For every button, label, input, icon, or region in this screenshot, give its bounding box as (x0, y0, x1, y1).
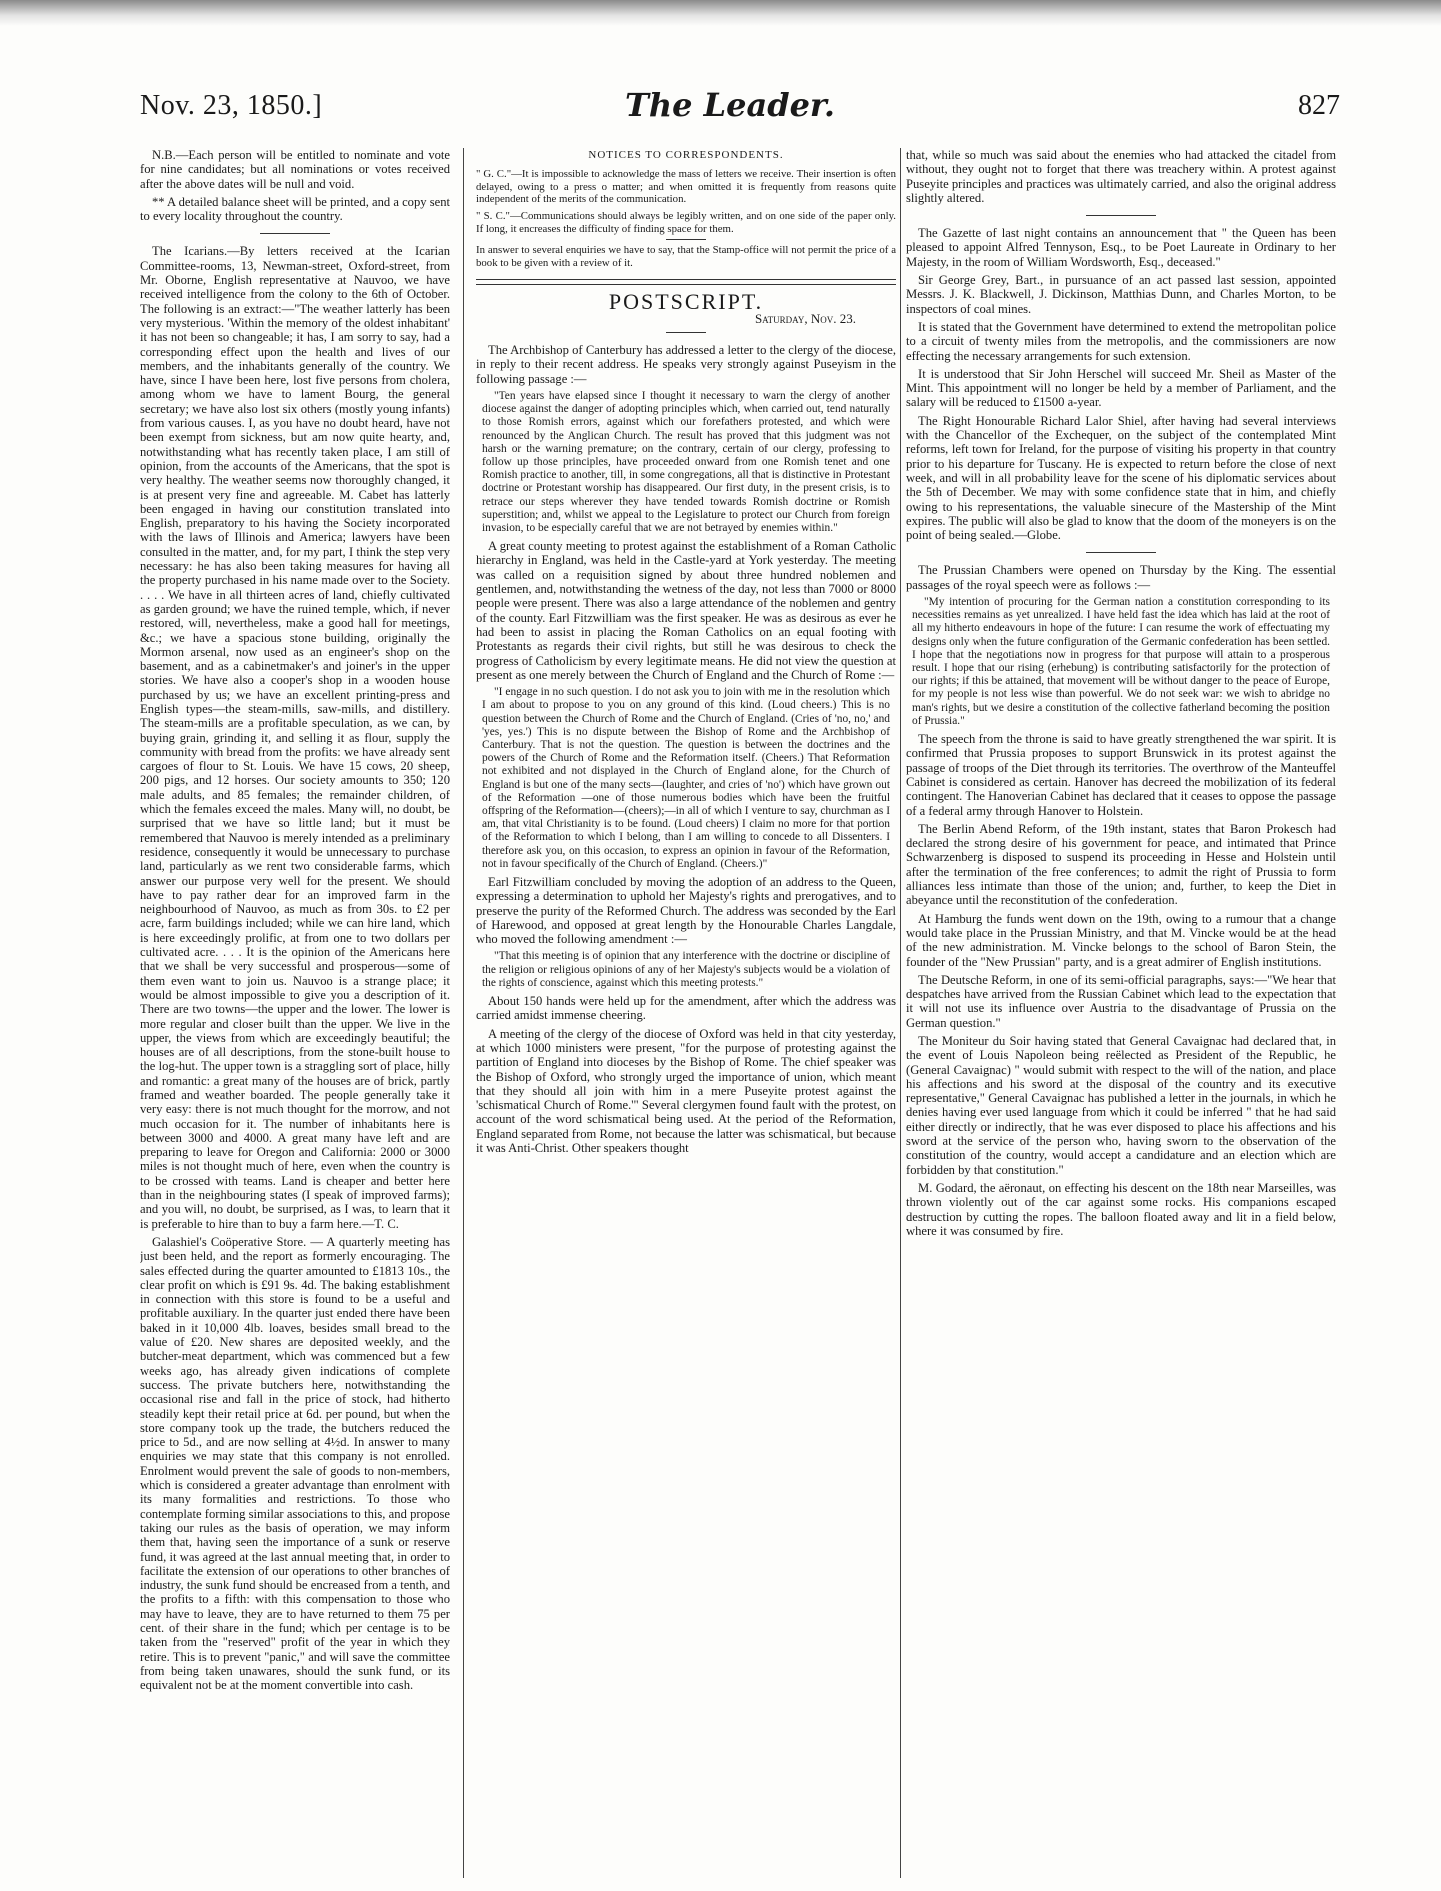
notice-item: In answer to several enquiries we have to say, that the Stamp-office will not permit the price of a book to be given with a review of it. (476, 244, 896, 269)
page-number: 827 (1298, 90, 1340, 121)
notice-item: " G. C."—It is impossible to acknowledge the mass of letters we receive. Their insertion is often delayed, owing to a press o matter; and when omitted it is frequently from reasons quite independent of the merits of the communication. (476, 168, 896, 206)
quotation: "My intention of procuring for the German nation a constitution corresponding to its necessities remains as yet unrealized. I have held fast the idea which has laid at the root of all my hitherto endeavours in hope of the future: I can resume the work of effectuating my designs only when the future configuration of the Germanic confederation has been settled. I hope that the negotiations now in progress for that purpose will attain to a prosperous result. I hope that our rising (erhebung) is contributing satisfactorily for the protection of our rights; if this be attained, that movement will be without danger to the peace of Europe, for my people is not less wise than powerful. We do not seek war: we wish to abridge no man's rights, but we desire a constitution of the collective fatherland becoming the position of Prussia." (912, 596, 1330, 727)
issue-date: Nov. 23, 1850.] (140, 90, 323, 121)
column-1 (140, 148, 450, 1878)
paragraph: Earl Fitzwilliam concluded by moving the adoption of an address to the Queen, expressing a determination to uphold her Majesty's rights and prerogatives, and to preserve the purity of the Reformed Church. The address was seconded by the Earl of Harewood, and opposed at great length by the Honourable Charles Langdale, who moved the following amendment :— (476, 874, 896, 947)
paragraph: M. Godard, the aëronaut, on effecting his descent on the 18th near Marseilles, was thrown violently out of the car against some rocks. His companions escaped destruction by cutting the ropes. The balloon floated away and lit in a field below, where it was consumed by fire. (906, 1180, 1336, 1238)
paragraph: The speech from the throne is said to have greatly strengthened the war spirit. It is confirmed that Prussia proposes to support Brunswick in its protest against the passage of troops of the Diet through its territories. The overthrow of the Manteuffel Cabinet is considered as certain. Hanover has decreed the mobilization of its federal contingent. The Hanoverian Cabinet has declared that it ceases to oppose the passage of a federal army through Hanover to Holstein. (906, 732, 1336, 818)
paragraph: At Hamburg the funds went down on the 19th, owing to a rumour that a change would take place in the Prussian Ministry, and that M. Vincke would be at the head of the new administration. M. Vincke belongs to the school of Baron Stein, the founder of the "New Prussian" party, and is a great admirer of English institutions. (906, 911, 1336, 969)
section-rule (260, 233, 330, 234)
masthead-title: The Leader. (625, 86, 835, 124)
paragraph: Sir George Grey, Bart., in pursuance of an act passed last session, appointed Messrs. J. K. Blackwell, J. Dickinson, Matthias Dunn, and Charles Morton, to be inspectors of coal mines. (906, 273, 1336, 316)
quotation: "Ten years have elapsed since I thought it necessary to warn the clergy of another diocese against the danger of adopting principles which, when carried out, tend naturally to those Romish errors, against which our forefathers protested, and which were renounced by the Anglican Church. The result has proved that this judgment was not harsh or the warning premature; on the contrary, certain of our clergy, professing to follow up those principles, have proceeded onward from one Romish tenet and one Romish practice to another, till, in some congregations, all that is distinctive in Protestant doctrine or Protestant worship has disappeared. Our first duty, in the present crisis, is to retrace our steps wherever they have tended towards Romish doctrine or Romish superstition; and, whilst we appeal to the Legislature to protect our Church from foreign invasion, to be especially careful that we are not betrayed by enemies within." (482, 389, 890, 534)
section-rule (1086, 215, 1156, 216)
section-rule (666, 239, 706, 240)
column-2 (476, 148, 896, 1878)
section-rule (666, 332, 706, 333)
column-rule (900, 148, 901, 1878)
paragraph: The Moniteur du Soir having stated that General Cavaignac had declared that, in the event of Louis Napoleon being reëlected as President of the Republic, he (General Cavaignac) " would submit with respect to the will of the nation, and place his affections and his sword at the disposal of the country and its executive representative," General Cavaignac has published a letter in the journals, in which he denies having ever used language from which it could be inferred " that he had said either directly or indirectly, that he was ever disposed to place his affections and his sword at the service of the person who, having sworn to the observation of the constitution of the country, would accept a candidature and an election which are forbidden by that constitution." (906, 1033, 1336, 1177)
postscript-heading: POSTSCRIPT. (608, 289, 764, 315)
paragraph: About 150 hands were held up for the amendment, after which the address was carried amidst immense cheering. (476, 994, 896, 1023)
paragraph: The Gazette of last night contains an announcement that " the Queen has been pleased to appoint Alfred Tennyson, Esq., to be Poet Laureate in Ordinary to her Majesty, in the room of William Wordsworth, Esq., deceased." (906, 226, 1336, 269)
paragraph: The Deutsche Reform, in one of its semi-official paragraphs, says:—"We hear that despatches have arrived from the Russian Cabinet which lead to the expectation that it will not use its influence over Austria to the disadvantage of Prussia on the German question." (906, 972, 1336, 1030)
paragraph: The Prussian Chambers were opened on Thursday by the King. The essential passages of the royal speech were as follows :— (906, 563, 1336, 592)
column-3 (906, 148, 1336, 1878)
notices-block (476, 168, 896, 269)
paragraph: The Right Honourable Richard Lalor Shiel, after having had several interviews with the Chancellor of the Exchequer, on the subject of the contemplated Mint reforms, left town for Ireland, for the purpose of visiting his property in that country prior to his departure for Tuscany. He is expected to return before the close of next week, and will in all probability leave for the scene of his diplomatic services about the 5th of December. We may with some confidence state that in him, and chiefly owing to his representations, the valuable sinecure of the Mastership of the Mint expires. The public will also be glad to know that the doom of the moneyers is on the point of being sealed.—Globe. (906, 413, 1336, 543)
column-rule (463, 148, 464, 1878)
paragraph: N.B.—Each person will be entitled to nominate and vote for nine candidates; but all nominations or votes received after the above dates will be null and void. (140, 148, 450, 191)
section-rule (1086, 552, 1156, 553)
paragraph: that, while so much was said about the enemies who had attacked the citadel from without, they ought not to forget that there was treachery within. A protest against Puseyite principles and practices was ultimately carried, and also the original address slightly altered. (906, 148, 1336, 205)
paragraph: ** A detailed balance sheet will be printed, and a copy sent to every locality throughout the country. (140, 194, 450, 224)
scan-edge (0, 0, 1441, 26)
paragraph: A meeting of the clergy of the diocese of Oxford was held in that city yesterday, at which 1000 ministers were present, "for the purpose of protesting against the partition of England into dioceses by the Bishop of Rome. The chief speaker was the Bishop of Oxford, who strongly urged the importance of union, which meant that they should all join with him in a mere Puseyite protest against the 'schismatical Church of Rome.'" Several clergymen found fault with the protest, on account of the word schismatical being used. At the period of the Reformation, England separated from Rome, not because the latter was schismatical, but because it was Anti-Christ. Other speakers thought (476, 1026, 896, 1156)
paragraph: It is stated that the Government have determined to extend the metropolitan police to a circuit of twenty miles from the metropolis, and the commissioners are now effecting the necessary arrangements for such extension. (906, 319, 1336, 363)
paragraph: It is understood that Sir John Herschel will succeed Mr. Sheil as Master of the Mint. This appointment will no longer be held by a member of Parliament, and the salary will be reduced to £1500 a-year. (906, 366, 1336, 410)
paragraph: The Archbishop of Canterbury has addressed a letter to the clergy of the diocese, in reply to their recent address. He speaks very strongly against Puseyism in the following passage :— (476, 343, 896, 386)
article-icarians: The Icarians.—By letters received at the Icarian Committee-rooms, 13, Newman-street, Oxford-street, from Mr. Oborne, English representative at Nauvoo, we have received intelligence from the colony to the 6th of October. The following is an extract:—"The weather latterly has been very mysterious. 'Within the memory of the oldest inhabitant' it has not been so changeable; it has, I am sorry to say, had a corresponding effect upon the health and lives of our members, and the inhabitants generally of the country. We have, since I have been here, lost five persons from cholera, among whom we have to lament Bourg, the general secretary; we have also lost six others (mostly young infants) from various causes. I, as you have no doubt heard, have not been exempt from sickness, but am now quite hearty, and, notwithstanding what has recently taken place, I am still of opinion, from the accounts of the Americans, that the spot is very healthy. The weather seems now thoroughly changed, it is at present very fine and agreeable. M. Cabet has latterly been engaged in having our constitution translated into English, preparatory to his having the Society incorporated with the laws of Illinois and America; lawyers have been consulted in the matter, and, for my part, I think the step very necessary: he has also been taking measures for having all the property purchased in his name made over to the Society. . . . . We have in all thirteen acres of land, chiefly cultivated as garden ground; we have the ruined temple, which, if never restored, will, nevertheless, make a good hall for meetings, &c.; we have a spacious stone building, originally the Mormon arsenal, now used as an engineer's shop on the basement, and as a cabinetmaker's and joiner's in the upper stories. We have also a cooper's shop in a wooden house purchased by us; we have an excellent printing-press and English types—the steam-mills, saw-mills, and distillery. The steam-mills are a profitable speculation, as we can, by buying grain, grinding it, and selling it as flour, supply the community with bread from the profits: we have already sent cargoes of flour to St. Louis. We have 15 cows, 20 sheep, 200 pigs, and 12 horses. Our society amounts to 350; 120 male adults, and 85 females; the remainder children, of which the females exceed the males. Many will, no doubt, be surprised that we have so little land; but it must be remembered that Nauvoo is merely intended as a preliminary residence, consequently it would be unnecessary to purchase land, particularly as we rent two considerable farms, which answer our purpose very well for the present. We should have to pay rather dear for an improved farm in the neighbourhood of Nauvoo, as much as from 30s. to £2 per acre, farm buildings included; while we can hire land, which is here exceedingly prolific, at from one to two dollars per cultivated acre. . . . It is the opinion of the Americans here that we shall be very successful and prosperous—some of them even want to join us. Nauvoo is a strange place; it would be almost impossible to give you a description of it. There are two towns—the upper and the lower. The lower is more regular and closer built than the upper. We live in the upper, the views from which are exceedingly beautiful; the houses are of all descriptions, from the stone-built house to the log-hut. The upper town is a straggling sort of place, hilly and romantic: a great many of the houses are of brick, partly framed and weather boarded. The people generally take it very easy: there is not much thought for the morrow, and not much occasion for it. The number of inhabitants here is between 3000 and 4000. A great many have left and are preparing to leave for Oregon and California: 2000 or 3000 miles is not thought much of here, even when the country is to be crossed with teams. Land is cheaper and better here than in the neighbouring states (I speak of improved farms); and you will, no doubt, be surprised, as I was, to learn that it is preferable to hire than to buy a farm here.—T. C. (140, 244, 450, 1231)
double-rule (476, 279, 896, 285)
page-header (140, 86, 1340, 134)
postscript-date: Saturday, Nov. 23. (754, 310, 856, 326)
paragraph: The Berlin Abend Reform, of the 19th instant, states that Baron Prokesch had declared the strong desire of his government for peace, and intimated that Prince Schwarzenberg is disposed to suspend its proceeding in Hesse and Holstein until after the termination of the free conferences; to admit the right of Prussia to form alliances less intimate than those of the union; and, further, to keep the Diet in abeyance until the reconstitution of the confederation. (906, 821, 1336, 908)
paragraph: A great county meeting to protest against the establishment of a Roman Catholic hierarchy in England, was held in the Castle-yard at York yesterday. The meeting was called on a requisition signed by about three hundred noblemen and gentlemen, and, notwithstanding the wetness of the day, not less than 7000 or 8000 people were present. There was also a large attendance of the noblemen and gentry of the county. Earl Fitzwilliam was the first speaker. He was as desirous as ever he had been to assist in placing the Roman Catholics on an equal footing with Protestants as regards their civil rights, but still he was desirous to check the progress of Catholicism by every legitimate means. He did not view the question at present as one merely between the Church of England and the Church of Rome :— (476, 539, 896, 682)
article-cooperative-store: Galashiel's Coöperative Store. — A quarterly meeting has just been held, and the report as formerly encouraging. The sales effected during the quarter amounted to £1813 10s., the clear profit on which is £91 9s. 4d. The baking establishment in connection with this store is found to be a useful and profitable auxiliary. In the quarter just ended there have been baked in it 10,000 4lb. loaves, besides small bread to the value of £20. New shares are deposited weekly, and the butcher-meat department, which was commenced but a few weeks ago, has already given indications of complete success. The private butchers here, notwithstanding the occasional rise and fall in the price of stock, had hitherto steadily kept their retail price at 6d. per pound, but when the store company took up the trade, the butchers reduced the price to 5d., and are now selling at 4½d. In answer to many enquiries we may state that this company is not enrolled. Enrolment would prevent the sale of goods to non-members, which is considered a greater advantage than enrolment with its many formalities and restrictions. To those who contemplate forming similar associations to this, and propose taking our rules as the basis of operation, we may inform them that, having seen the importance of a sunk or reserve fund, it was agreed at the last annual meeting that, in order to facilitate the extension of our operations to other branches of industry, the sunk fund should be encreased from a tenth, and the profits to a fifth: with this compensation to those who may have to leave, they are to have returned to them 75 per cent. of their share in the fund; which per centage is to be taken from the "reserved" profit of the year in which they retire. This is to prevent "panic," and will save the committee from being taken unawares, should the sunk fund, or its equivalent not be at the moment convertible into cash. (140, 1234, 450, 1693)
quotation: "I engage in no such question. I do not ask you to join with me in the resolution which I am about to propose to you on any ground of this kind. (Loud cheers.) This is no question between the Church of Rome and the Church of England. (Cries of 'no, no,' and 'yes, yes.') This is no dispute between the Bishop of Rome and the Archbishop of Canterbury. That is not the question. The question is between the doctrines and the powers of the Church of Rome and the Reformation itself. (Cheers.) That Reformation not exhibited and not displayed in the Church of England alone, for the Church of England is but one of the many sects—(laughter, and cries of 'no') which have grown out of the Reformation —one of those numerous bodies which have been the fruitful offspring of the Reformation—(cheers);—in all of which I venture to say, churchman as I am, that vital Christianity is to be found. (Loud cheers) I claim no more for that portion of the Reformation to which I belong, than I am willing to concede to all Dissenters. I therefore ask you, on this occasion, to express an opinion in favour of the Reformation, not in favour specifically of the Church of England. (Cheers.)" (482, 686, 890, 870)
quotation: "That this meeting is of opinion that any interference with the doctrine or discipline of the religion or religious opinions of any of her Majesty's subjects would be a violation of the rights of conscience, against which this meeting protests." (482, 950, 890, 989)
notice-item: " S. C."—Communications should always be legibly written, and on one side of the paper only. If long, it encreases the difficulty of finding space for them. (476, 210, 896, 235)
notices-heading: NOTICES TO CORRESPONDENTS. (588, 149, 784, 161)
